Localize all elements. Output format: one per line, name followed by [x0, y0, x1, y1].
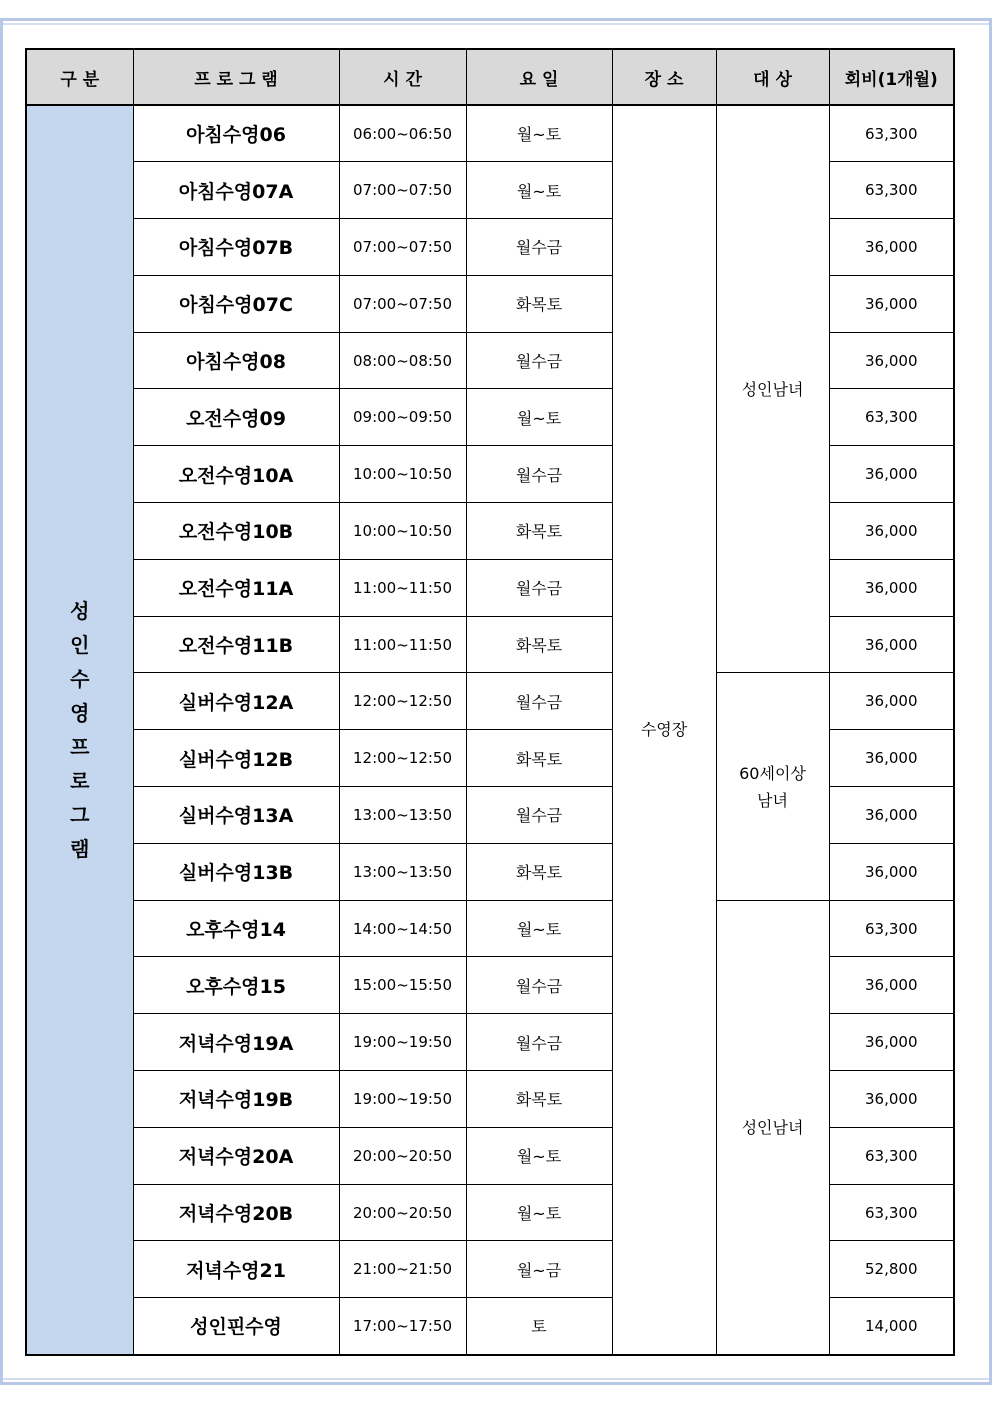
class-time: 20:00~20:50	[339, 1127, 466, 1184]
monthly-fee: 63,300	[829, 105, 954, 162]
category-char: 프	[70, 734, 90, 759]
page-border-left	[0, 18, 3, 1385]
class-days: 월수금	[466, 1014, 612, 1071]
monthly-fee: 36,000	[829, 332, 954, 389]
category-char: 램	[70, 836, 90, 861]
location-cell: 수영장	[612, 105, 716, 1355]
monthly-fee: 63,300	[829, 1184, 954, 1241]
class-days: 월~토	[466, 1127, 612, 1184]
program-name: 오전수영10B	[133, 503, 339, 560]
category-char: 그	[70, 802, 90, 827]
class-days: 월수금	[466, 332, 612, 389]
class-days: 월수금	[466, 787, 612, 844]
class-days: 월수금	[466, 219, 612, 276]
class-days: 월수금	[466, 446, 612, 503]
monthly-fee: 52,800	[829, 1241, 954, 1298]
target-adult-2: 성인남녀	[716, 900, 829, 1354]
program-name: 실버수영13A	[133, 787, 339, 844]
program-name: 오전수영09	[133, 389, 339, 446]
class-time: 20:00~20:50	[339, 1184, 466, 1241]
class-time: 13:00~13:50	[339, 843, 466, 900]
table-header-row	[26, 49, 954, 105]
class-days: 화목토	[466, 503, 612, 560]
program-name: 오전수영10A	[133, 446, 339, 503]
program-name: 성인핀수영	[133, 1298, 339, 1355]
header-location: 장 소	[612, 49, 716, 105]
program-name: 오전수영11B	[133, 616, 339, 673]
program-name: 저녁수영19A	[133, 1014, 339, 1071]
category-cell	[26, 105, 133, 1355]
page-border-top	[0, 18, 992, 21]
class-time: 09:00~09:50	[339, 389, 466, 446]
class-time: 10:00~10:50	[339, 446, 466, 503]
monthly-fee: 63,300	[829, 389, 954, 446]
header-fee: 회비(1개월)	[829, 49, 954, 105]
class-time: 19:00~19:50	[339, 1071, 466, 1128]
program-name: 저녁수영20B	[133, 1184, 339, 1241]
class-days: 월~토	[466, 162, 612, 219]
program-name: 오후수영15	[133, 957, 339, 1014]
class-days: 화목토	[466, 843, 612, 900]
class-days: 월~토	[466, 105, 612, 162]
class-days: 토	[466, 1298, 612, 1355]
program-name: 저녁수영20A	[133, 1127, 339, 1184]
program-name: 아침수영08	[133, 332, 339, 389]
table-row	[26, 900, 954, 957]
target-senior-line1: 60세이상	[739, 763, 806, 783]
class-days: 월~금	[466, 1241, 612, 1298]
target-senior	[716, 673, 829, 900]
class-days: 화목토	[466, 275, 612, 332]
program-name: 아침수영07B	[133, 219, 339, 276]
monthly-fee: 36,000	[829, 559, 954, 616]
program-name: 저녁수영19B	[133, 1071, 339, 1128]
monthly-fee: 36,000	[829, 787, 954, 844]
class-days: 월수금	[466, 673, 612, 730]
monthly-fee: 36,000	[829, 616, 954, 673]
class-days: 월수금	[466, 559, 612, 616]
target-adult-1: 성인남녀	[716, 105, 829, 673]
class-time: 13:00~13:50	[339, 787, 466, 844]
program-name: 오후수영14	[133, 900, 339, 957]
class-time: 17:00~17:50	[339, 1298, 466, 1355]
table-row	[26, 105, 954, 162]
header-target: 대 상	[716, 49, 829, 105]
monthly-fee: 36,000	[829, 1014, 954, 1071]
class-time: 14:00~14:50	[339, 900, 466, 957]
program-name: 아침수영07C	[133, 275, 339, 332]
swim-program-table	[25, 48, 955, 1356]
monthly-fee: 36,000	[829, 1071, 954, 1128]
program-name: 저녁수영21	[133, 1241, 339, 1298]
header-program: 프 로 그 램	[133, 49, 339, 105]
class-days: 월~토	[466, 1184, 612, 1241]
class-time: 10:00~10:50	[339, 503, 466, 560]
class-days: 화목토	[466, 1071, 612, 1128]
target-senior-line2: 남녀	[757, 790, 788, 810]
class-time: 11:00~11:50	[339, 559, 466, 616]
class-time: 12:00~12:50	[339, 673, 466, 730]
monthly-fee: 36,000	[829, 843, 954, 900]
class-time: 07:00~07:50	[339, 162, 466, 219]
program-name: 오전수영11A	[133, 559, 339, 616]
monthly-fee: 63,300	[829, 162, 954, 219]
monthly-fee: 36,000	[829, 503, 954, 560]
category-char: 수	[70, 666, 90, 691]
program-name: 실버수영12A	[133, 673, 339, 730]
monthly-fee: 36,000	[829, 957, 954, 1014]
header-time: 시 간	[339, 49, 466, 105]
monthly-fee: 14,000	[829, 1298, 954, 1355]
program-name: 실버수영13B	[133, 843, 339, 900]
class-time: 12:00~12:50	[339, 730, 466, 787]
program-name: 아침수영06	[133, 105, 339, 162]
class-time: 08:00~08:50	[339, 332, 466, 389]
page-border-bottom	[0, 1382, 992, 1385]
class-time: 21:00~21:50	[339, 1241, 466, 1298]
table-row	[26, 673, 954, 730]
class-time: 06:00~06:50	[339, 105, 466, 162]
class-days: 화목토	[466, 616, 612, 673]
monthly-fee: 36,000	[829, 446, 954, 503]
monthly-fee: 63,300	[829, 900, 954, 957]
monthly-fee: 36,000	[829, 219, 954, 276]
class-days: 화목토	[466, 730, 612, 787]
category-char: 로	[70, 768, 90, 793]
class-days: 월~토	[466, 389, 612, 446]
class-time: 07:00~07:50	[339, 219, 466, 276]
header-days: 요 일	[466, 49, 612, 105]
monthly-fee: 36,000	[829, 275, 954, 332]
class-days: 월~토	[466, 900, 612, 957]
program-name: 아침수영07A	[133, 162, 339, 219]
class-days: 월수금	[466, 957, 612, 1014]
program-name: 실버수영12B	[133, 730, 339, 787]
class-time: 07:00~07:50	[339, 275, 466, 332]
category-char: 인	[70, 632, 90, 657]
class-time: 15:00~15:50	[339, 957, 466, 1014]
category-char: 영	[70, 700, 90, 725]
monthly-fee: 36,000	[829, 730, 954, 787]
header-category: 구 분	[26, 49, 133, 105]
category-char: 성	[70, 598, 90, 623]
page-border-top-inner	[0, 23, 992, 25]
class-time: 11:00~11:50	[339, 616, 466, 673]
class-time: 19:00~19:50	[339, 1014, 466, 1071]
page-border-bottom-inner	[0, 1378, 992, 1380]
monthly-fee: 36,000	[829, 673, 954, 730]
monthly-fee: 63,300	[829, 1127, 954, 1184]
